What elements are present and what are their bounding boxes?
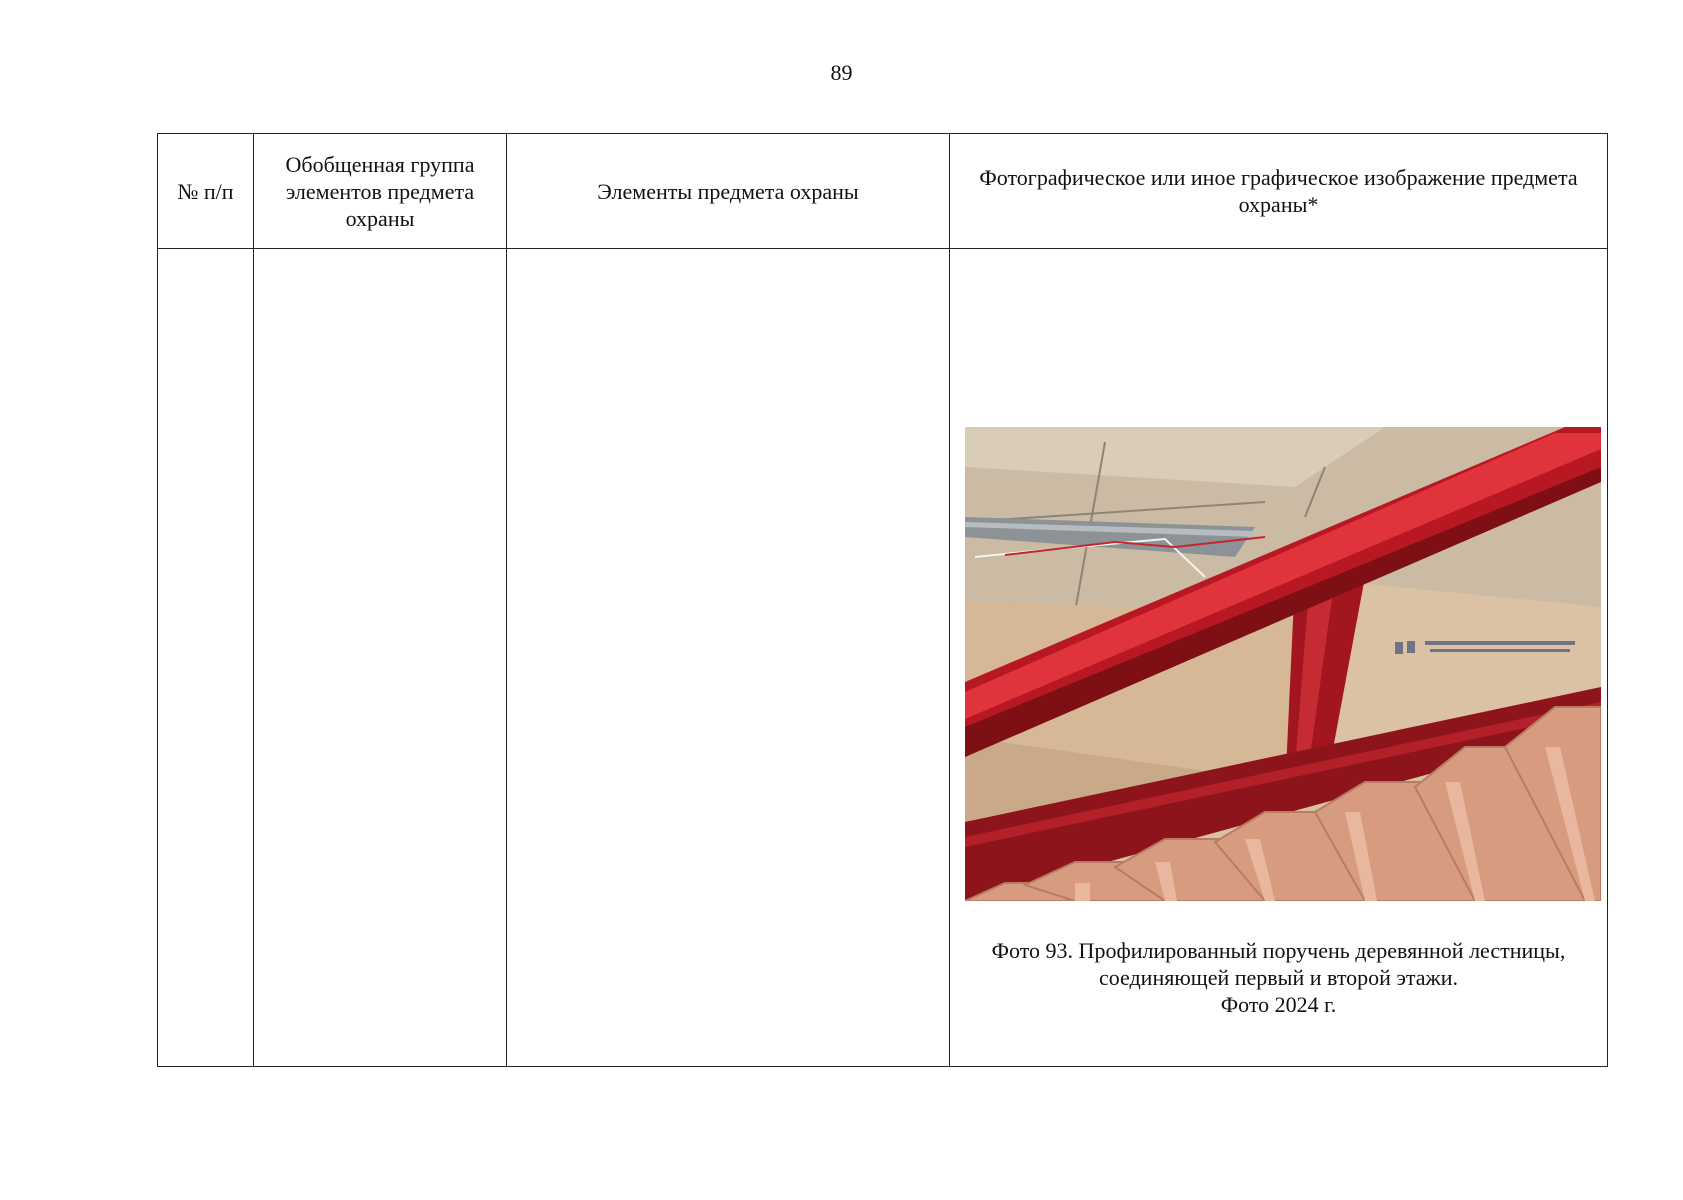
header-group: Обобщенная группа элементов предмета охраны [254,134,507,249]
cell-photo [950,249,1608,1067]
cell-number [158,249,254,1067]
page-number: 89 [830,60,853,85]
heritage-table [157,133,1608,1067]
cell-group [254,249,507,1067]
table-row [158,249,1608,1067]
header-photo: Фотографическое или иное графическое изображение предмета охраны* [950,134,1608,249]
header-elements: Элементы предмета охраны [507,134,950,249]
caption-line-3: Фото 2024 г. [1220,992,1337,1017]
cell-elements [507,249,950,1067]
caption-line-2: соединяющей первый и второй этажи. [1098,965,1459,990]
header-number: № п/п [158,134,254,249]
photo-caption [956,937,1601,1018]
handrail-photo [965,427,1601,901]
caption-line-1: Фото 93. Профилированный поручень деревянной лестницы, [991,938,1566,963]
table-header-row [158,134,1608,249]
